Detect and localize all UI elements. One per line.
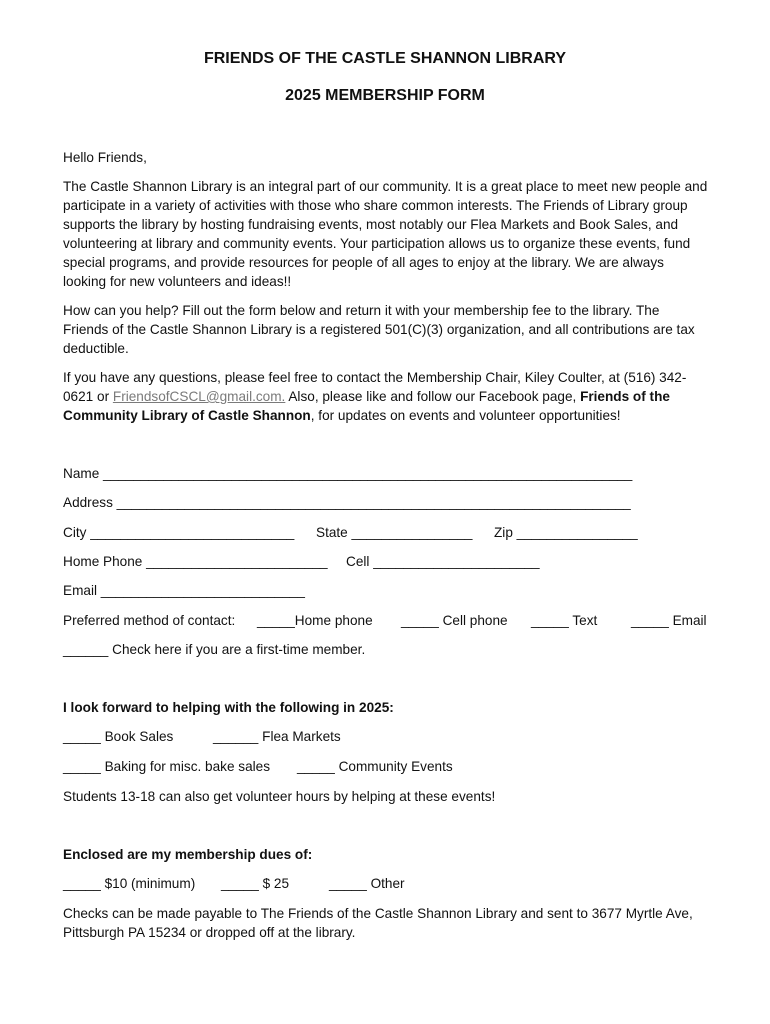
state-field[interactable]: State ________________ xyxy=(316,525,473,540)
pref-text-option[interactable]: _____ Text xyxy=(531,613,598,628)
contact-middle: Also, please like and follow our Facebook page, xyxy=(285,389,581,404)
greeting: Hello Friends, xyxy=(63,150,147,165)
students-note: Students 13-18 can also get volunteer hours by helping at these events! xyxy=(63,789,496,804)
helping-heading: I look forward to helping with the following in 2025: xyxy=(63,700,394,715)
flea-markets-option[interactable]: ______ Flea Markets xyxy=(213,729,341,744)
checks-text: Checks can be made payable to The Friends of the Castle Shannon Library and sent to 3677 Myrtle Ave, Pittsburgh PA 15234 or dropped off at the library. xyxy=(63,906,693,940)
intro-paragraph xyxy=(63,177,708,291)
name-field[interactable]: Name ______________________________________________________________________ xyxy=(63,466,633,481)
community-events-option[interactable]: _____ Community Events xyxy=(297,759,453,774)
page-subtitle: 2025 MEMBERSHIP FORM xyxy=(285,87,485,104)
facebook-page-name: Friends of the Community Library of Castle Shannon xyxy=(63,389,670,423)
address-field[interactable]: Address ____________________________________________________________________ xyxy=(63,495,631,510)
help-paragraph xyxy=(63,301,708,358)
dues-10-option[interactable]: _____ $10 (minimum) xyxy=(63,876,196,891)
contact-prefix: If you have any questions, please feel free to contact the Membership Chair, Kiley Coulter, at (516) 342-0621 or xyxy=(63,370,687,404)
zip-field[interactable]: Zip ________________ xyxy=(494,525,638,540)
pref-email-option[interactable]: _____ Email xyxy=(631,613,707,628)
checks-paragraph xyxy=(63,904,708,942)
intro-text: The Castle Shannon Library is an integral part of our community. It is a great place to meet new people and participate in a variety of activities with those who share common interests. The Friends of Library group supports the library by hosting fundraising events, most notably our Flea Markets and Book Sales, and volunteering at library and community events. Your participation allows us to organize these events, fund special programs, and provide resources for people of all ages to enjoy at the library. We are always looking for new volunteers and ideas!! xyxy=(63,179,708,289)
email-link[interactable]: FriendsofCSCL@gmail.com. xyxy=(112,389,286,404)
first-time-member-checkbox[interactable]: ______ Check here if you are a first-time member. xyxy=(63,642,366,657)
home-phone-field[interactable]: Home Phone ________________________ xyxy=(63,554,328,569)
contact-suffix: , for updates on events and volunteer opportunities! xyxy=(310,408,621,423)
pref-home-phone-option[interactable]: _____Home phone xyxy=(257,613,373,628)
preferred-contact-label: Preferred method of contact: xyxy=(63,613,236,628)
city-field[interactable]: City ___________________________ xyxy=(63,525,295,540)
contact-paragraph xyxy=(63,368,708,425)
dues-other-option[interactable]: _____ Other xyxy=(329,876,405,891)
email-field[interactable]: Email ___________________________ xyxy=(63,583,305,598)
dues-heading: Enclosed are my membership dues of: xyxy=(63,847,313,862)
help-text: How can you help? Fill out the form below and return it with your membership fee to the library. The Friends of the Castle Shannon Library is a registered 501(C)(3) organization, and all contributions are tax deductible. xyxy=(63,303,695,356)
baking-option[interactable]: _____ Baking for misc. bake sales xyxy=(63,759,271,774)
book-sales-option[interactable]: _____ Book Sales xyxy=(63,729,174,744)
dues-25-option[interactable]: _____ $ 25 xyxy=(221,876,290,891)
page-title: FRIENDS OF THE CASTLE SHANNON LIBRARY xyxy=(203,50,567,67)
pref-cell-phone-option[interactable]: _____ Cell phone xyxy=(401,613,508,628)
cell-field[interactable]: Cell ______________________ xyxy=(346,554,540,569)
